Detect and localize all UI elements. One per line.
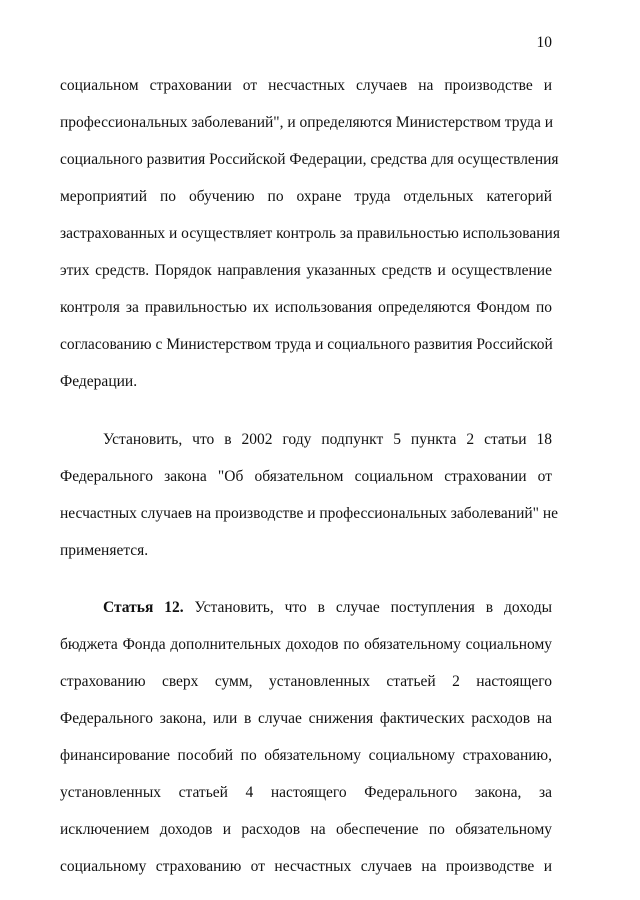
text-line: применяется. bbox=[60, 542, 149, 559]
text-line: страхованию сверх сумм, установленных статьей 2 настоящего bbox=[60, 673, 552, 690]
text-line: бюджета Фонда дополнительных доходов по обязательному социальному bbox=[60, 636, 552, 653]
text-line: социальному страхованию от несчастных случаев на производстве и bbox=[60, 858, 552, 875]
text-fragment: Установить, что в случае поступления в доходы bbox=[183, 599, 552, 616]
text-line: этих средств. Порядок направления указанных средств и осуществление bbox=[60, 262, 552, 279]
text-line: финансирование пособий по обязательному социальному страхованию, bbox=[60, 747, 552, 764]
text-line: профессиональных заболеваний", и определяются Министерством труда и bbox=[60, 114, 554, 131]
text-line: застрахованных и осуществляет контроль за правильностью использования bbox=[60, 225, 560, 242]
text-line: исключением доходов и расходов на обеспечение по обязательному bbox=[60, 821, 552, 838]
article-label: Статья 12. bbox=[103, 599, 184, 616]
text-line: несчастных случаев на производстве и профессиональных заболеваний" не bbox=[60, 505, 559, 522]
text-line: Федерального закона "Об обязательном социальном страховании от bbox=[60, 468, 552, 485]
text-line: установленных статьей 4 настоящего Федерального закона, за bbox=[60, 784, 552, 801]
text-line: Установить, что в 2002 году подпункт 5 пункта 2 статьи 18 bbox=[103, 431, 552, 448]
text-line: социальном страховании от несчастных случаев на производстве и bbox=[60, 77, 552, 94]
page-number: 10 bbox=[536, 34, 552, 51]
text-line: социального развития Российской Федерации, средства для осуществления bbox=[60, 151, 559, 168]
text-line: Федерации. bbox=[60, 373, 138, 390]
article-12-first-line bbox=[103, 598, 552, 618]
text-line: контроля за правильностью их использования определяются Фондом по bbox=[60, 299, 552, 316]
text-line: согласованию с Министерством труда и социального развития Российской bbox=[60, 336, 553, 353]
text-line: Федерального закона, или в случае снижения фактических расходов на bbox=[60, 710, 552, 727]
text-line: мероприятий по обучению по охране труда отдельных категорий bbox=[60, 188, 552, 205]
